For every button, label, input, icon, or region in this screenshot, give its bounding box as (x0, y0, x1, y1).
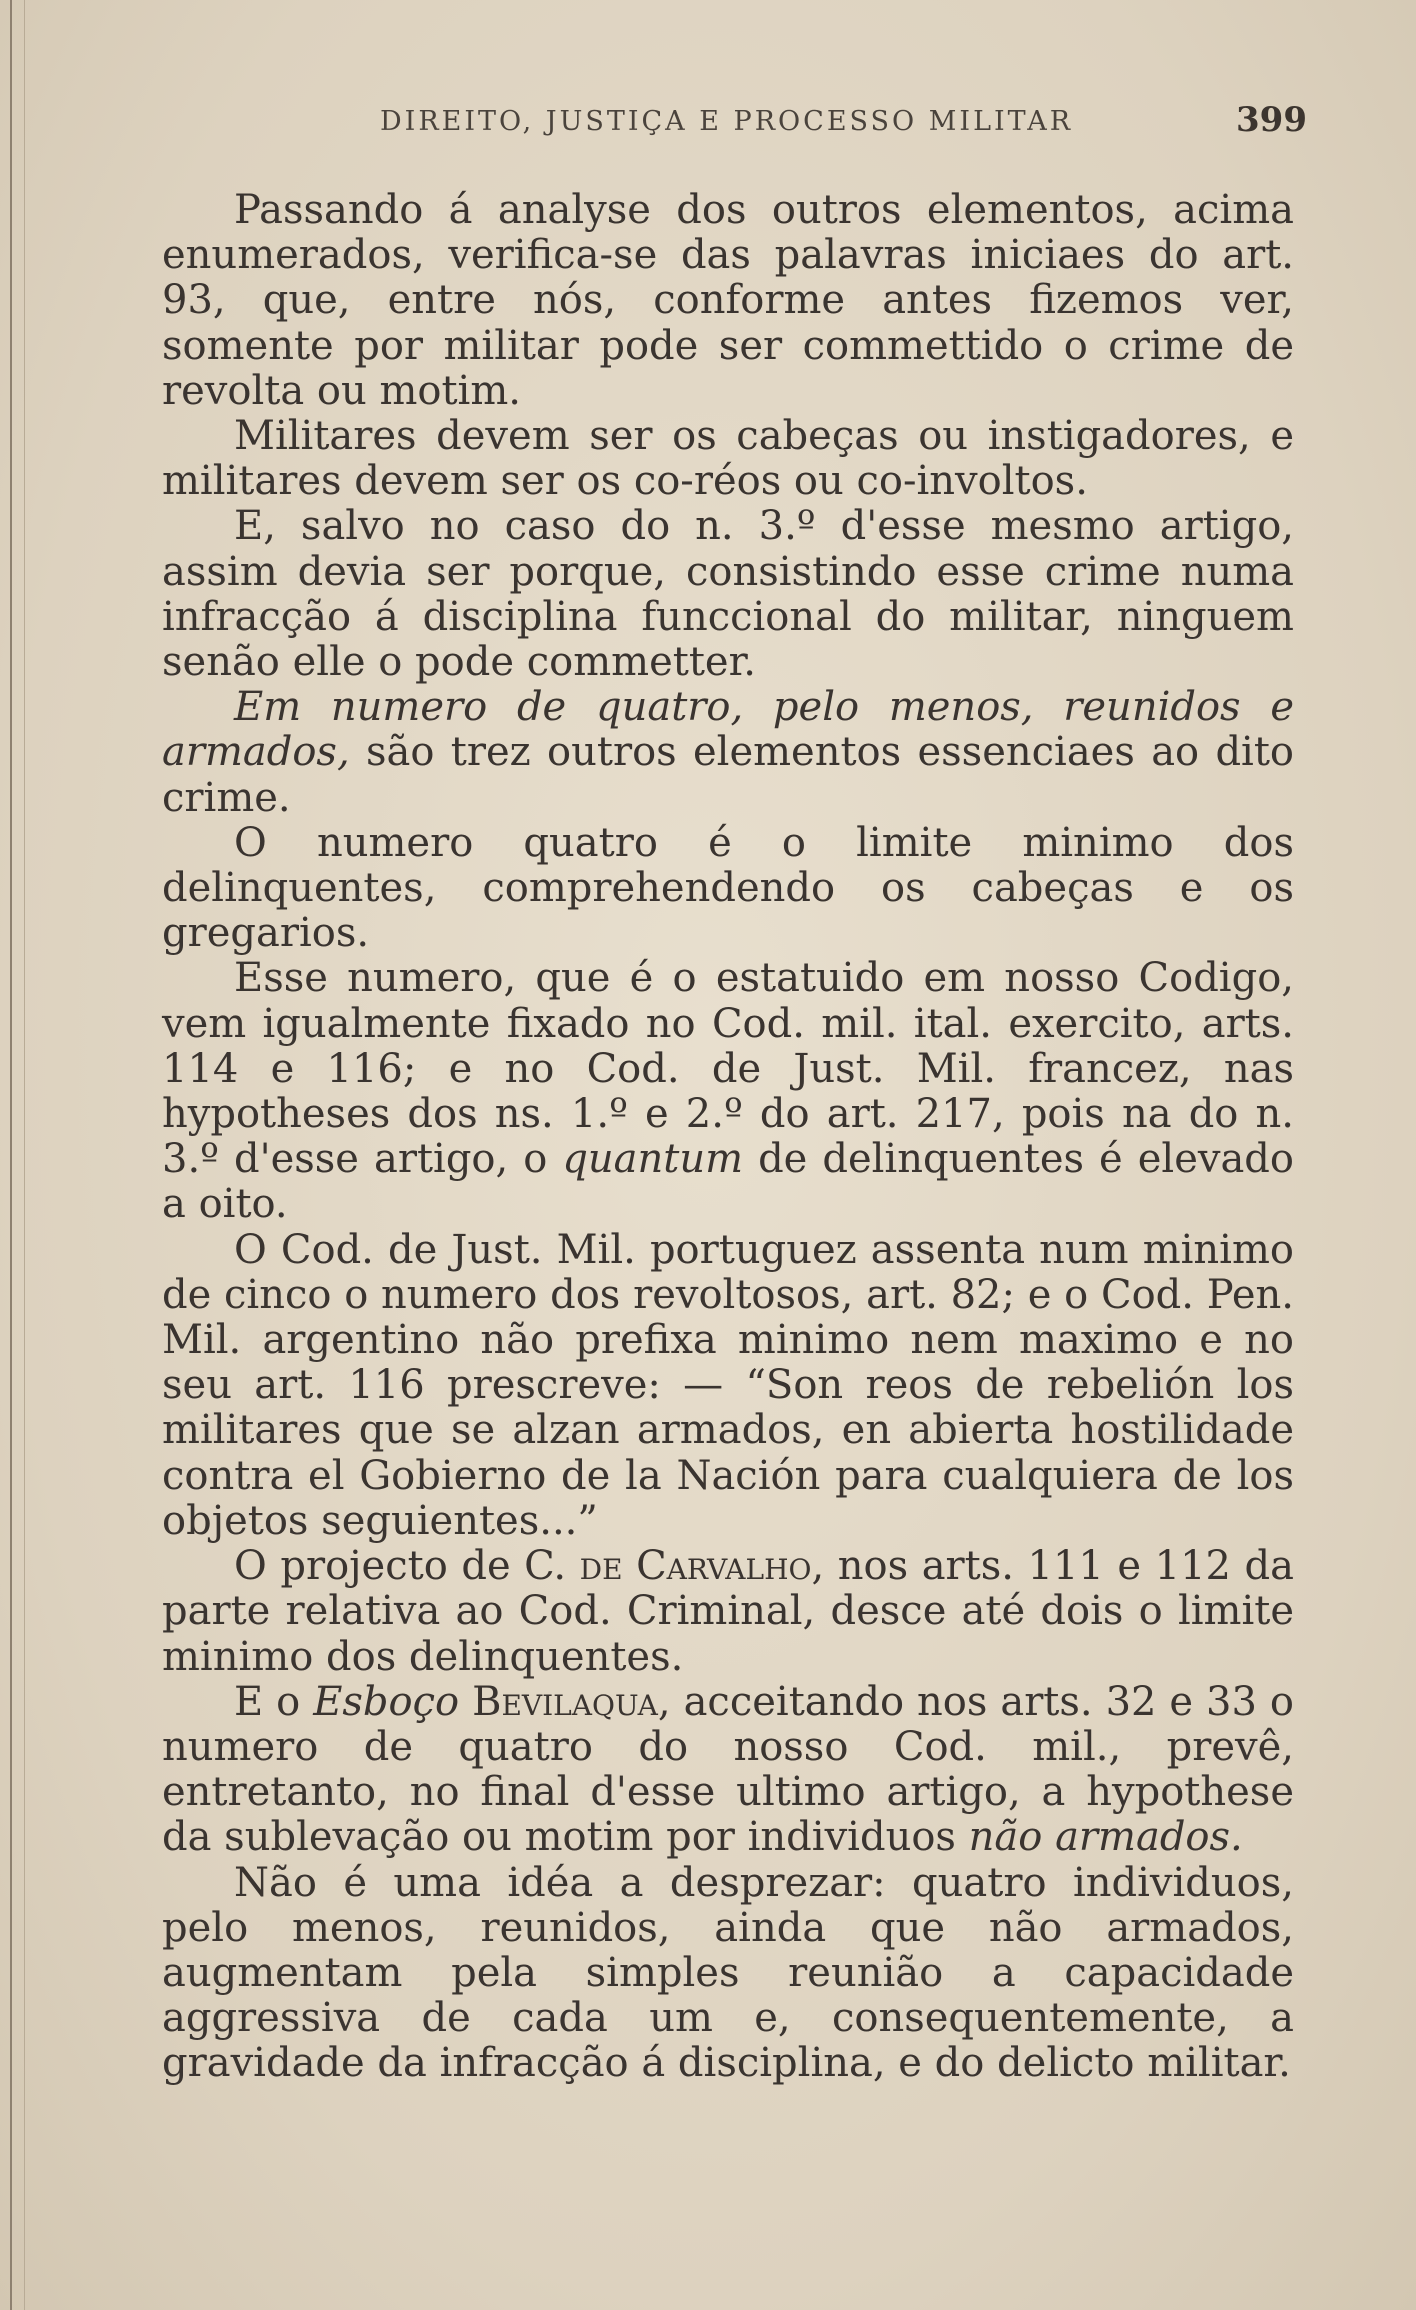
paragraph-6 (162, 956, 1294, 1227)
paragraph-4-rest: são trez outros elementos essenciaes ao dito crime. (162, 729, 1294, 821)
paragraph-6-a: Esse numero, que é o estatuido em nosso Codigo, vem igualmente fixado no Cod. mil. ital. exercito, arts. 114 e 116; e no Cod. de Just. Mil. francez, nas hypotheses dos ns. 1.º e 2.º do art. 217, pois na do n. 3.º d'esse artigo, o (162, 955, 1294, 1183)
paragraph-2: Militares devem ser os cabeças ou instigadores, e militares devem ser os co-réos ou co-involtos. (162, 413, 1294, 505)
author-name-bevilaqua: Bevilaqua (459, 1678, 658, 1725)
paragraph-8-a: O projecto de C. (234, 1543, 580, 1590)
paragraph-5: O numero quatro é o limite minimo dos delinquentes, comprehendendo os cabeças e os gregarios. (162, 819, 1294, 957)
italic-nao-armados: não armados. (968, 1814, 1243, 1861)
body-text (162, 188, 1294, 2087)
paragraph-9 (162, 1680, 1294, 1861)
italic-esboco: Esboço (313, 1678, 460, 1725)
paragraph-9-b: , acceitando nos arts. 32 e 33 o numero de quatro do nosso Cod. mil., prevê, entretanto, no final d'esse ultimo artigo, a hypothese da sublevação ou motim por individuos (162, 1678, 1294, 1861)
italic-phrase: Em numero de quatro, pelo menos, reunidos e armados, (162, 684, 1294, 776)
page-edge-line (10, 0, 12, 2310)
italic-quantum: quantum (562, 1136, 744, 1183)
paragraph-4 (162, 685, 1294, 821)
author-name-carvalho: de Carvalho (579, 1543, 812, 1590)
paragraph-8-b: , nos arts. 111 e 112 da parte relativa ao Cod. Criminal, desce até dois o limite minimo dos delinquentes. (162, 1543, 1295, 1680)
page-edge-line-inner (24, 0, 25, 2310)
paragraph-10: Não é uma idéa a desprezar: quatro individuos, pelo menos, reunidos, ainda que não armados, augmentam pela simples reunião a capacidade aggressiva de cada um e, consequentemente, a gravidade da infracção á disciplina, e do delicto militar. (162, 1859, 1294, 2087)
paragraph-9-a: E o (234, 1678, 314, 1725)
paragraph-1: Passando á analyse dos outros elementos, acima enumerados, verifica-se das palavras iniciaes do art. 93, que, entre nós, conforme antes fizemos ver, somente por militar pode ser commettido o crime de revolta ou motim. (162, 187, 1294, 414)
paragraph-8 (162, 1544, 1294, 1680)
paragraph-7: O Cod. de Just. Mil. portuguez assenta num minimo de cinco o numero dos revoltosos, art. 82; e o Cod. Pen. Mil. argentino não prefixa minimo nem maximo e no seu art. 116 prescreve: — “Son reos de rebelión los militares que se alzan armados, en abierta hostilidade contra el Gobierno de la Nación para cualquiera de los objetos seguientes...” (162, 1226, 1294, 1544)
page-number: 399 (1236, 100, 1307, 140)
running-head: DIREITO, JUSTIÇA E PROCESSO MILITAR (380, 106, 1074, 137)
paragraph-3: E, salvo no caso do n. 3.º d'esse mesmo artigo, assim devia ser porque, consistindo esse crime numa infracção á disciplina funccional do militar, ninguem senão elle o pode commetter. (162, 503, 1294, 686)
paragraph-6-b: de delinquentes é elevado a oito. (162, 1136, 1294, 1228)
